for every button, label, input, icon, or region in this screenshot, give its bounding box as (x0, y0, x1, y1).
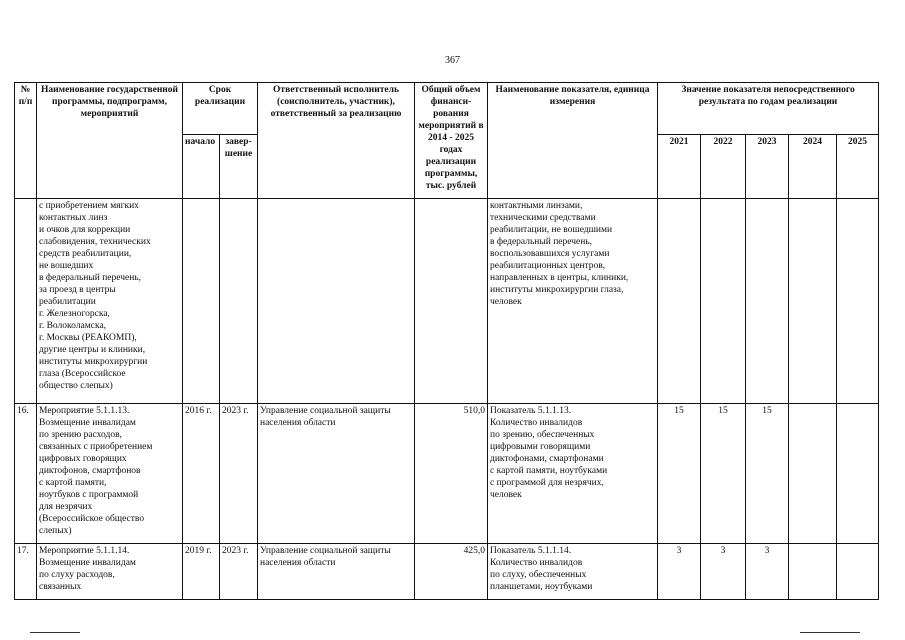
row-start: 2019 г. (183, 544, 220, 600)
row-name: с приобретением мягких контактных линз и очков для коррекции слабовидения, технических средств реабилитации, не вошедших в федеральный перечень, за проезд в центры реабилитации г. Железногорска, г. Волоколамска, г. Москвы (РЕАКОМП), другие центры и клиники, институты микрохирургии глаза (Всероссийское общество слепых) (37, 199, 183, 404)
row-value-2024 (789, 544, 837, 600)
program-table (14, 82, 879, 600)
row-start (183, 199, 220, 404)
row-funding: 425,0 (415, 544, 488, 600)
header-period-end: завер- шение (220, 135, 258, 199)
row-value-2023: 15 (746, 404, 789, 544)
row-indicator: Показатель 5.1.1.14. Количество инвалидов по слуху, обеспеченных планшетами, ноутбуками (488, 544, 658, 600)
row-responsible: Управление социальной защиты населения области (258, 404, 415, 544)
page-number: 367 (445, 55, 460, 66)
row-responsible: Управление социальной защиты населения области (258, 544, 415, 600)
row-value-2022: 3 (701, 544, 746, 600)
row-value-2025 (837, 544, 879, 600)
row-indicator: Показатель 5.1.1.13. Количество инвалидов по зрению, обеспеченных цифровыми говорящими диктофонами, смартфонами с картой памяти, ноутбуками с программой для незрячих, человек (488, 404, 658, 544)
row-value-2024 (789, 404, 837, 544)
row-end: 2023 г. (220, 544, 258, 600)
header-name: Наименование государственной программы, подпрограмм, мероприятий (37, 83, 183, 199)
row-value-2021: 3 (658, 544, 701, 600)
header-year-2023: 2023 (746, 135, 789, 199)
header-year-2022: 2022 (701, 135, 746, 199)
header-year-2021: 2021 (658, 135, 701, 199)
table-row (15, 544, 879, 600)
row-num (15, 199, 37, 404)
row-name: Мероприятие 5.1.1.14. Возмещение инвалидам по слуху расходов, связанных (37, 544, 183, 600)
header-year-2024: 2024 (789, 135, 837, 199)
header-responsible: Ответственный исполнитель (соисполнитель, участник), ответственный за реализацию (258, 83, 415, 199)
row-num: 16. (15, 404, 37, 544)
row-value-2024 (789, 199, 837, 404)
scan-edge-line (30, 632, 80, 633)
row-funding: 510,0 (415, 404, 488, 544)
row-value-2022: 15 (701, 404, 746, 544)
row-value-2023 (746, 199, 789, 404)
header-indicator: Наименование показателя, единица измерения (488, 83, 658, 199)
header-period: Срок реализации (183, 83, 258, 135)
row-value-2023: 3 (746, 544, 789, 600)
table-row (15, 404, 879, 544)
row-responsible (258, 199, 415, 404)
header-year-2025: 2025 (837, 135, 879, 199)
header-num: № п/п (15, 83, 37, 199)
header-funding: Общий объем финанси- рования мероприятий в 2014 - 2025 годах реализации программы, тыс. рублей (415, 83, 488, 199)
row-value-2021: 15 (658, 404, 701, 544)
row-funding (415, 199, 488, 404)
row-value-2021 (658, 199, 701, 404)
row-indicator: контактными линзами, техническими средствами реабилитации, не вошедшими в федеральный перечень, воспользовавшихся услугами реабилитационных центров, направленных в центры, клиники, институты микрохирургии глаза, человек (488, 199, 658, 404)
row-name: Мероприятие 5.1.1.13. Возмещение инвалидам по зрению расходов, связанных с приобретением цифровых говорящих диктофонов, смартфонов с картой памяти, ноутбуков с программой для незрячих (Всероссийское общество слепых) (37, 404, 183, 544)
header-values-title: Значение показателя непосредственного результата по годам реализации (658, 83, 879, 135)
row-end: 2023 г. (220, 404, 258, 544)
row-num: 17. (15, 544, 37, 600)
scan-edge-line (800, 632, 860, 633)
table-row (15, 199, 879, 404)
row-end (220, 199, 258, 404)
row-value-2025 (837, 404, 879, 544)
row-start: 2016 г. (183, 404, 220, 544)
header-period-start: начало (183, 135, 220, 199)
row-value-2022 (701, 199, 746, 404)
row-value-2025 (837, 199, 879, 404)
